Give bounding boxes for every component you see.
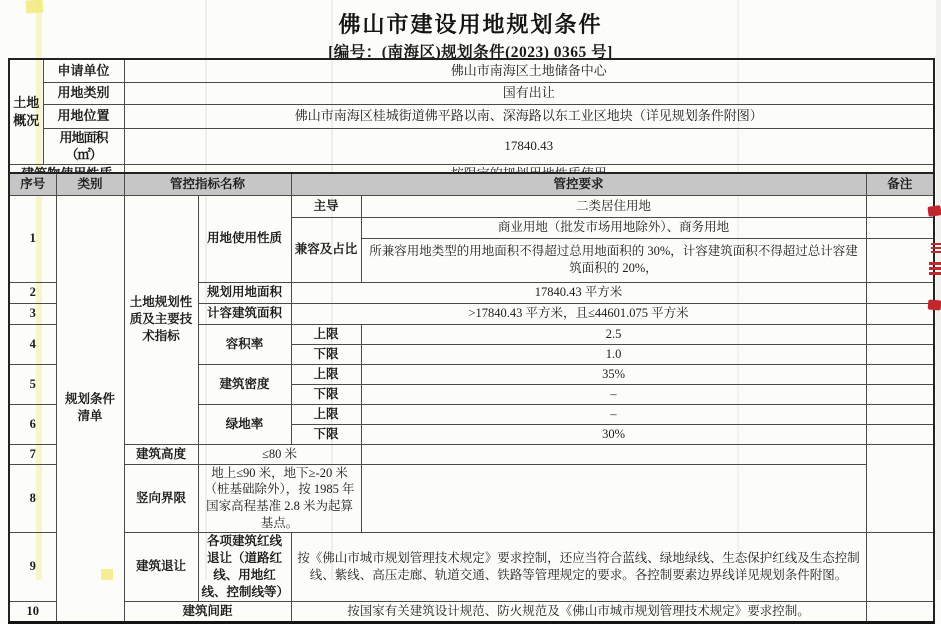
value-density-upper: 35% bbox=[361, 364, 866, 384]
header-requirement: 管控要求 bbox=[291, 173, 866, 195]
value-floor-area: >17840.43 平方米，且≤44601.075 平方米 bbox=[291, 303, 866, 324]
table-header-row bbox=[9, 173, 934, 195]
seq-8: 8 bbox=[9, 464, 56, 533]
section-label-land-overview: 土地概况 bbox=[9, 59, 43, 164]
land-category-value: 国有出让 bbox=[124, 82, 934, 104]
table-row bbox=[9, 533, 934, 602]
remark-cell bbox=[866, 404, 934, 424]
indicator-building-spacing: 建筑间距 bbox=[124, 601, 291, 622]
indicator-building-height: 建筑高度 bbox=[124, 444, 198, 464]
table-row bbox=[9, 601, 934, 622]
scan-edge-shadow bbox=[936, 0, 941, 580]
group-building-setback: 建筑退让 bbox=[124, 533, 198, 602]
land-overview-table bbox=[8, 58, 935, 184]
sub-lower-limit: 下限 bbox=[291, 384, 361, 404]
table-row bbox=[9, 444, 934, 464]
remark-cell bbox=[866, 364, 934, 384]
header-remark: 备注 bbox=[866, 173, 934, 195]
remark-cell bbox=[866, 195, 934, 217]
remark-cell bbox=[361, 464, 866, 533]
land-location-label: 用地位置 bbox=[43, 104, 124, 128]
seq-6: 6 bbox=[9, 404, 56, 444]
remark-cell bbox=[866, 324, 934, 344]
remark-cell bbox=[866, 303, 934, 324]
land-location-value: 佛山市南海区桂城街道佛平路以南、深海路以东工业区地块（详见规划条件附图） bbox=[124, 104, 934, 128]
value-building-spacing: 按国家有关建筑设计规范、防火规范及《佛山市城市规划管理技术规定》要求控制。 bbox=[291, 601, 866, 622]
table-row bbox=[9, 195, 934, 217]
remark-cell bbox=[866, 533, 934, 602]
indicator-land-use-nature: 用地使用性质 bbox=[198, 195, 291, 282]
sub-upper-limit: 上限 bbox=[291, 364, 361, 384]
group-land-planning-indicators: 土地规划性质及主要技术指标 bbox=[124, 195, 198, 444]
value-building-height: ≤80 米 bbox=[198, 444, 361, 464]
seq-1: 1 bbox=[9, 195, 56, 282]
seq-7: 7 bbox=[9, 444, 56, 464]
indicator-vertical-limit: 竖向界限 bbox=[124, 464, 198, 533]
remark-cell bbox=[866, 424, 934, 444]
indicator-redline-setback: 各项建筑红线退让（道路红线、用地红线、控制线等） bbox=[198, 533, 291, 602]
planning-conditions-table bbox=[8, 172, 935, 624]
value-planned-land-area: 17840.43 平方米 bbox=[291, 282, 866, 303]
seq-3: 3 bbox=[9, 303, 56, 324]
document-title: 佛山市建设用地规划条件 bbox=[338, 12, 603, 37]
header-seq: 序号 bbox=[9, 173, 56, 195]
sub-lower-limit: 下限 bbox=[291, 344, 361, 364]
sub-compatible-ratio: 兼容及占比 bbox=[291, 217, 361, 282]
remark-cell bbox=[866, 238, 934, 282]
header-category: 类别 bbox=[56, 173, 124, 195]
value-compatible-limit: 所兼容用地类型的用地面积不得超过总用地面积的 30%，计容建筑面积不得超过总计容建筑面积的 20%， bbox=[361, 238, 866, 282]
value-plot-ratio-upper: 2.5 bbox=[361, 324, 866, 344]
remark-cell bbox=[866, 282, 934, 303]
document-number: [编号：(南海区)规划条件(2023) 0365 号] bbox=[328, 44, 613, 61]
sub-main-use: 主导 bbox=[291, 195, 361, 217]
applicant-label: 申请单位 bbox=[43, 59, 124, 82]
remark-cell bbox=[361, 444, 866, 464]
sub-upper-limit: 上限 bbox=[291, 404, 361, 424]
seq-4: 4 bbox=[9, 324, 56, 364]
sub-upper-limit: 上限 bbox=[291, 324, 361, 344]
land-category-label: 用地类别 bbox=[43, 82, 124, 104]
land-area-label: 用地面积（㎡） bbox=[43, 128, 124, 164]
seq-10: 10 bbox=[9, 601, 56, 622]
value-vertical-limit: 地上≤90 米，地下≥-20 米（桩基础除外），按 1985 年国家高程基准 2.8 米为起算基点。 bbox=[198, 464, 361, 533]
sub-lower-limit: 下限 bbox=[291, 424, 361, 444]
value-compatible-types: 商业用地（批发市场用地除外）、商务用地 bbox=[361, 217, 866, 238]
indicator-green-ratio: 绿地率 bbox=[198, 404, 291, 444]
category-planning-conditions: 规划条件清单 bbox=[56, 195, 124, 622]
seq-5: 5 bbox=[9, 364, 56, 404]
value-density-lower: – bbox=[361, 384, 866, 404]
table-row bbox=[9, 464, 934, 533]
indicator-floor-area: 计容建筑面积 bbox=[198, 303, 291, 324]
applicant-value: 佛山市南海区土地储备中心 bbox=[124, 59, 934, 82]
indicator-plot-ratio: 容积率 bbox=[198, 324, 291, 364]
indicator-building-density: 建筑密度 bbox=[198, 364, 291, 404]
land-area-value: 17840.43 bbox=[124, 128, 934, 164]
remark-cell bbox=[866, 217, 934, 238]
remark-cell bbox=[866, 384, 934, 404]
value-green-lower: 30% bbox=[361, 424, 866, 444]
remark-cell bbox=[866, 601, 934, 622]
seq-2: 2 bbox=[9, 282, 56, 303]
value-main-use: 二类居住用地 bbox=[361, 195, 866, 217]
indicator-planned-land-area: 规划用地面积 bbox=[198, 282, 291, 303]
seq-9: 9 bbox=[9, 533, 56, 602]
value-redline-setback: 按《佛山市城市规划管理技术规定》要求控制，还应当符合蓝线、绿地绿线、生态保护红线及生态控制线、紫线、高压走廊、轨道交通、铁路等管理规定的要求。各控制要素边界线详见规划条件附图。 bbox=[291, 533, 866, 602]
value-green-upper: – bbox=[361, 404, 866, 424]
header-indicator: 管控指标名称 bbox=[124, 173, 291, 195]
remark-cell bbox=[866, 344, 934, 364]
value-plot-ratio-lower: 1.0 bbox=[361, 344, 866, 364]
